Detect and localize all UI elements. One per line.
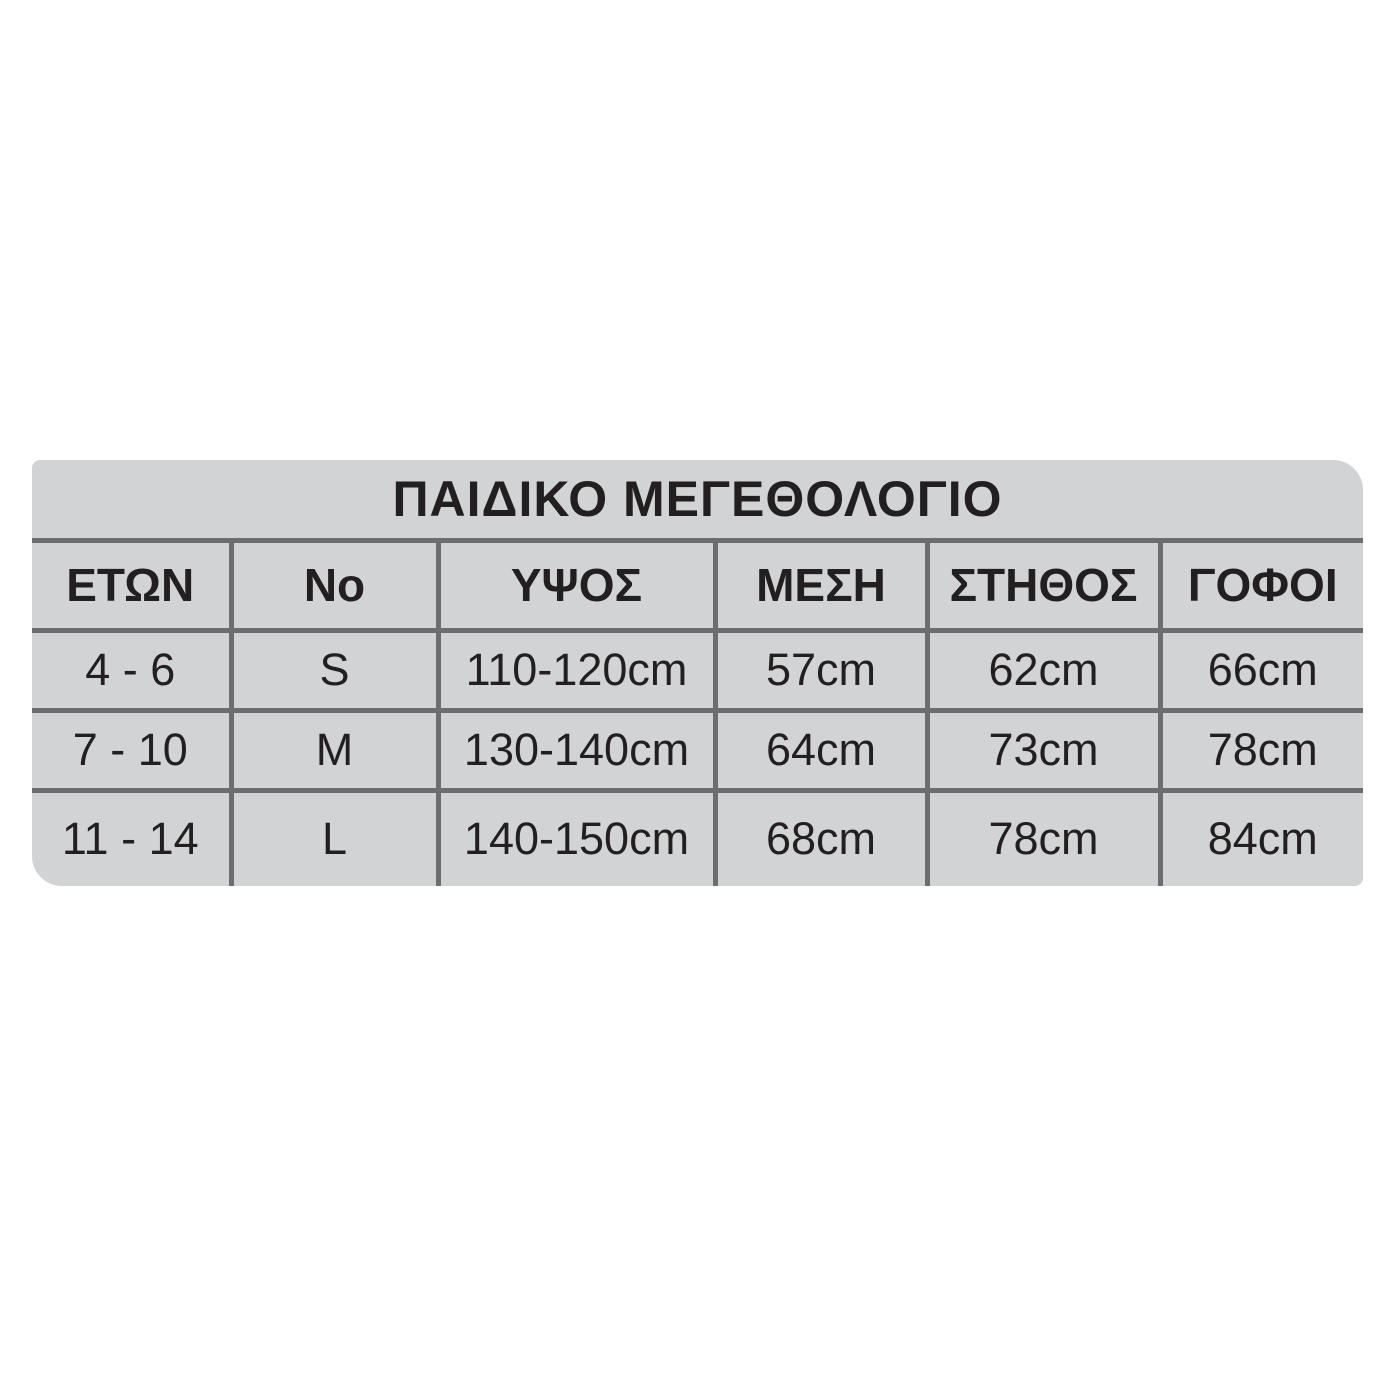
cell-hips: 84cm	[1160, 790, 1363, 886]
cell-waist: 68cm	[715, 790, 927, 886]
cell-hips: 66cm	[1160, 630, 1363, 710]
table-row-size-m	[32, 710, 1363, 790]
table-row-size-s	[32, 630, 1363, 710]
size-chart-table	[32, 460, 1363, 886]
table-title: ΠΑΙΔΙΚΟ ΜΕΓΕΘΟΛΟΓΙΟ	[32, 460, 1363, 540]
cell-chest: 78cm	[927, 790, 1160, 886]
table-row-size-l	[32, 790, 1363, 886]
column-header-size-no: No	[231, 540, 438, 630]
column-header-waist: ΜΕΣΗ	[715, 540, 927, 630]
cell-size-no: M	[231, 710, 438, 790]
cell-height: 140-150cm	[438, 790, 715, 886]
cell-years: 11 - 14	[61, 813, 199, 865]
table-title-row	[32, 460, 1363, 540]
cell-chest: 73cm	[927, 710, 1160, 790]
cell-size-no: L	[231, 790, 438, 886]
cell-hips: 78cm	[1160, 710, 1363, 790]
table-header-row	[32, 540, 1363, 630]
cell-years: 7 - 10	[32, 710, 231, 790]
column-header-chest: ΣΤΗΘΟΣ	[927, 540, 1160, 630]
column-header-height: ΥΨΟΣ	[438, 540, 715, 630]
cell-waist: 64cm	[715, 710, 927, 790]
size-chart-grid	[32, 460, 1363, 886]
cell-height: 110-120cm	[438, 630, 715, 710]
column-header-hips: ΓΟΦΟΙ	[1160, 540, 1363, 630]
cell-chest: 62cm	[927, 630, 1160, 710]
cell-height: 130-140cm	[438, 710, 715, 790]
cell-size-no: S	[231, 630, 438, 710]
cell-years: 4 - 6	[32, 630, 231, 710]
cell-waist: 57cm	[715, 630, 927, 710]
column-header-years: ΕΤΩΝ	[32, 540, 231, 630]
